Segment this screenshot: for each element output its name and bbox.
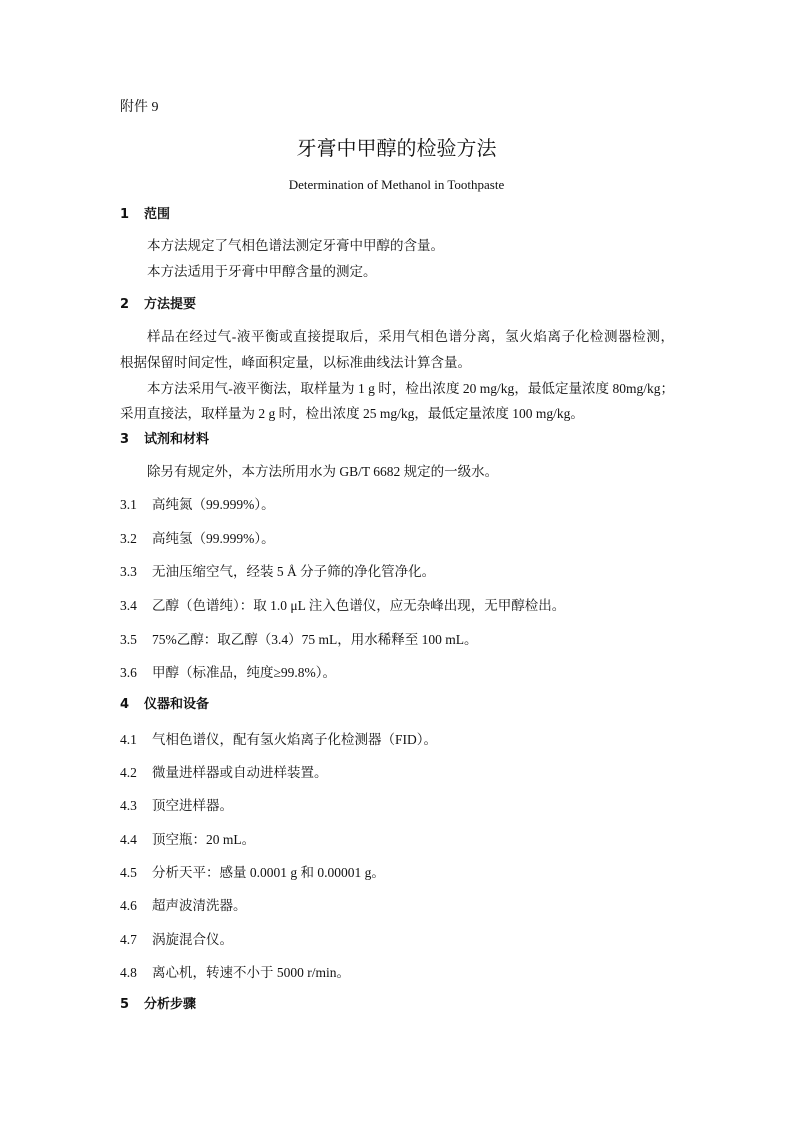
section-title: 方法提要: [144, 297, 197, 312]
list-item: [120, 831, 255, 849]
list-item: [120, 731, 437, 749]
paragraph-line: 采用直接法，取样量为 2 g 时，检出浓度 25 mg/kg，最低定量浓度 100 mg/kg。: [120, 406, 584, 421]
item-number: 3.3: [120, 564, 137, 579]
list-item: [120, 563, 435, 581]
section-title: 仪器和设备: [144, 697, 210, 712]
list-item: [120, 530, 275, 548]
section-number: 3: [120, 432, 130, 447]
item-text: 高纯氢（99.999%）。: [152, 531, 275, 546]
paragraph-line: 本方法规定了气相色谱法测定牙膏中甲醇的含量。: [147, 238, 444, 253]
item-number: 4.2: [120, 765, 137, 780]
paragraph-line: 本方法采用气-液平衡法，取样量为 1 g 时，检出浓度 20 mg/kg，最低定量浓度 80mg/kg；: [147, 381, 674, 396]
item-text: 高纯氮（99.999%）。: [152, 497, 275, 512]
section-number: 2: [120, 297, 130, 312]
section-title: 试剂和材料: [144, 432, 210, 447]
item-text: 微量进样器或自动进样装置。: [152, 765, 328, 780]
item-number: 4.7: [120, 932, 137, 947]
section-number: 1: [120, 207, 130, 222]
item-text: 乙醇（色谱纯）：取 1.0 μL 注入色谱仪，应无杂峰出现，无甲醇检出。: [152, 598, 566, 613]
list-item: [120, 897, 247, 915]
document-title: 牙膏中甲醇的检验方法: [296, 136, 497, 160]
section-5-heading: [120, 996, 196, 1014]
item-number: 4.5: [120, 865, 137, 880]
item-text: 顶空进样器。: [152, 798, 233, 813]
item-text: 分析天平：感量 0.0001 g 和 0.00001 g。: [152, 865, 385, 880]
item-text: 无油压缩空气，经装 5 Å 分子筛的净化管净化。: [152, 564, 436, 579]
list-item: [120, 931, 233, 949]
list-item: [120, 797, 233, 815]
document-subtitle: Determination of Methanol in Toothpaste: [288, 177, 505, 192]
item-number: 3.4: [120, 598, 137, 613]
section-4-heading: [120, 696, 209, 714]
list-item: [120, 597, 565, 615]
item-number: 3.1: [120, 497, 137, 512]
item-number: 3.6: [120, 665, 137, 680]
list-item: [120, 496, 275, 514]
item-number: 4.4: [120, 832, 137, 847]
list-item: [120, 631, 478, 649]
paragraph-line: 本方法适用于牙膏中甲醇含量的测定。: [147, 264, 377, 279]
item-number: 4.6: [120, 898, 137, 913]
paragraph-line: 样品在经过气-液平衡或直接提取后，采用气相色谱分离，氢火焰离子化检测器检测，: [147, 329, 674, 344]
item-number: 4.1: [120, 732, 137, 747]
attachment-label: 附件 9: [120, 100, 159, 115]
paragraph-line: 除另有规定外，本方法所用水为 GB/T 6682 规定的一级水。: [147, 464, 499, 479]
item-text: 超声波清洗器。: [152, 898, 247, 913]
list-item: [120, 764, 328, 782]
section-3-heading: [120, 431, 209, 449]
item-text: 顶空瓶：20 mL。: [152, 832, 256, 847]
section-1-heading: [120, 206, 170, 224]
item-number: 4.8: [120, 965, 137, 980]
item-text: 气相色谱仪，配有氢火焰离子化检测器（FID）。: [152, 732, 438, 747]
section-2-heading: [120, 296, 196, 314]
item-text: 涡旋混合仪。: [152, 932, 233, 947]
item-number: 3.2: [120, 531, 137, 546]
item-number: 4.3: [120, 798, 137, 813]
item-text: 甲醇（标准品，纯度≥99.8%）。: [152, 665, 337, 680]
paragraph-line: 根据保留时间定性，峰面积定量，以标准曲线法计算含量。: [120, 355, 471, 370]
list-item: [120, 864, 385, 882]
list-item: [120, 964, 350, 982]
item-number: 3.5: [120, 632, 137, 647]
section-title: 范围: [144, 207, 171, 222]
section-number: 4: [120, 697, 130, 712]
list-item: [120, 664, 336, 682]
section-number: 5: [120, 997, 130, 1012]
item-text: 75%乙醇：取乙醇（3.4）75 mL，用水稀释至 100 mL。: [152, 632, 478, 647]
item-text: 离心机，转速不小于 5000 r/min。: [152, 965, 350, 980]
section-title: 分析步骤: [144, 997, 197, 1012]
